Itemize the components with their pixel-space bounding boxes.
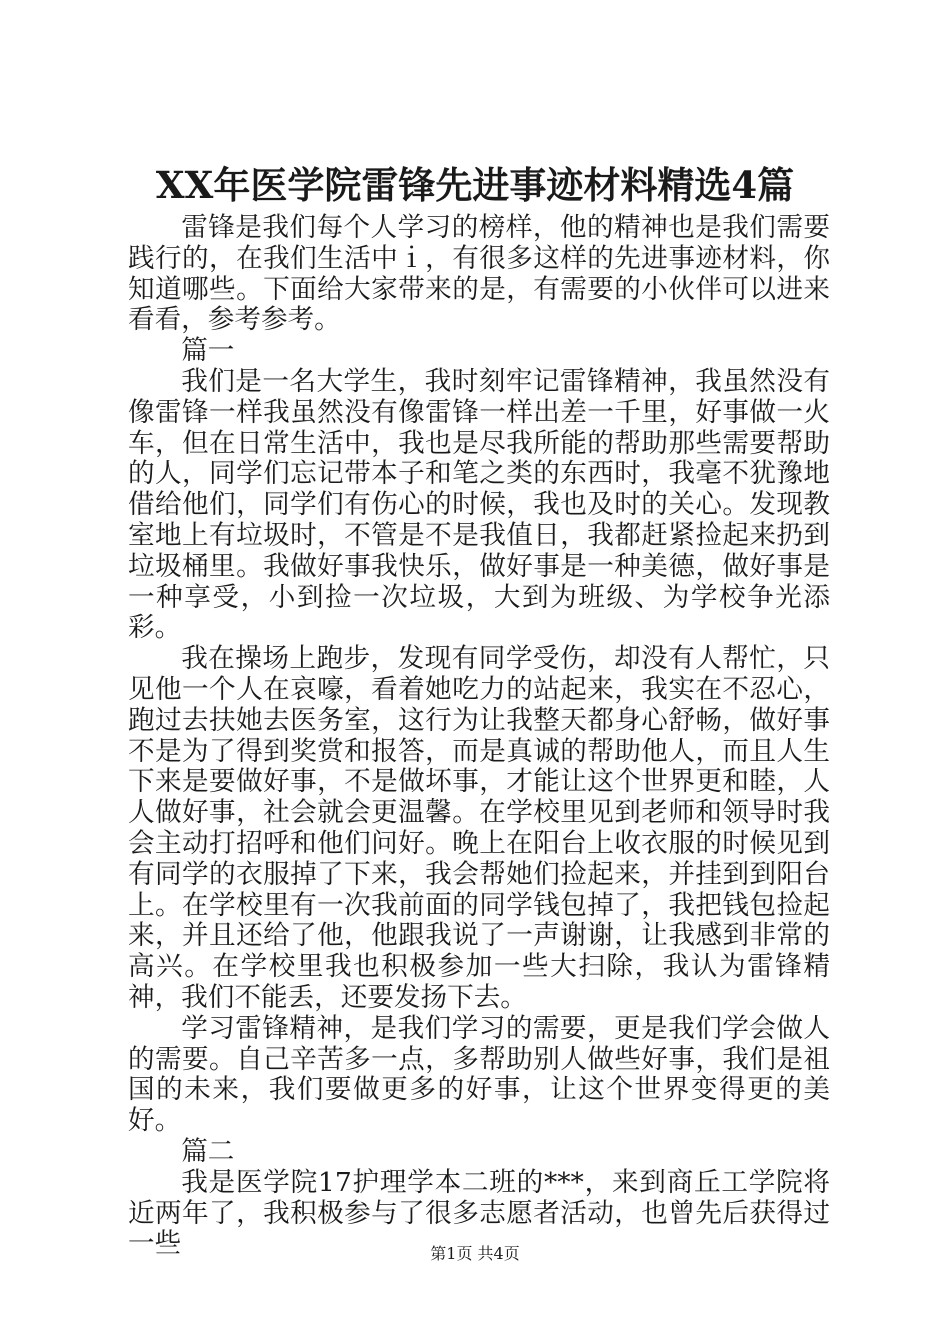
paragraph-2: 我在操场上跑步，发现有同学受伤，却没有人帮忙，只见他一个人在哀嚎，看着她吃力的站起来，我实在不忍心，跑过去扶她去医务室，这行为让我整天都身心舒畅，做好事不是为了得到奖赏和报答，而是真诚的帮助他人，而且人生下来是要做好事，不是做坏事，才能让这个世界更和睦，人人做好事，社会就会更温馨。在学校里见到老师和领导时我会主动打招呼和他们问好。晚上在阳台上收衣服的时候见到有同学的衣服掉了下来，我会帮她们捡起来，并挂到到阳台上。在学校里有一次我前面的同学钱包掉了，我把钱包捡起来，并且还给了他，他跟我说了一声谢谢，让我感到非常的高兴。在学校里我也积极参加一些大扫除，我认为雷锋精神，我们不能丢，还要发扬下去。 (128, 643, 830, 1013)
paragraph-intro: 雷锋是我们每个人学习的榜样，他的精神也是我们需要践行的，在我们生活中ｉ，有很多这样的先进事迹材料，你知道哪些。下面给大家带来的是，有需要的小伙伴可以进来看看，参考参考。 (128, 212, 830, 336)
document-body (128, 213, 830, 1260)
paragraph-4: 我是医学院17护理学本二班的***，来到商丘工学院将近两年了，我积极参与了很多志愿者活动，也曾先后获得过一些 (128, 1166, 830, 1260)
section-heading-2: 篇二 (181, 1135, 235, 1167)
document-title: XX年医学院雷锋先进事迹材料精选4篇 (155, 163, 795, 207)
paragraph-3: 学习雷锋精神，是我们学习的需要，更是我们学会做人的需要。自己辛苦多一点，多帮助别人做些好事，我们是祖国的未来，我们要做更多的好事，让这个世界变得更的美好。 (128, 1012, 830, 1137)
paragraph-1: 我们是一名大学生，我时刻牢记雷锋精神，我虽然没有像雷锋一样我虽然没有像雷锋一样出差一千里，好事做一火车，但在日常生活中，我也是尽我所能的帮助那些需要帮助的人，同学们忘记带本子和笔之类的东西时，我毫不犹豫地借给他们，同学们有伤心的时候，我也及时的关心。发现教室地上有垃圾时，不管是不是我值日，我都赶紧捡起来扔到垃圾桶里。我做好事我快乐，做好事是一种美德，做好事是一种享受，小到捡一次垃圾，大到为班级、为学校争光添彩。 (128, 365, 830, 644)
page-footer: 第1页 共4页 (430, 1244, 520, 1263)
section-heading-1: 篇一 (181, 335, 235, 367)
